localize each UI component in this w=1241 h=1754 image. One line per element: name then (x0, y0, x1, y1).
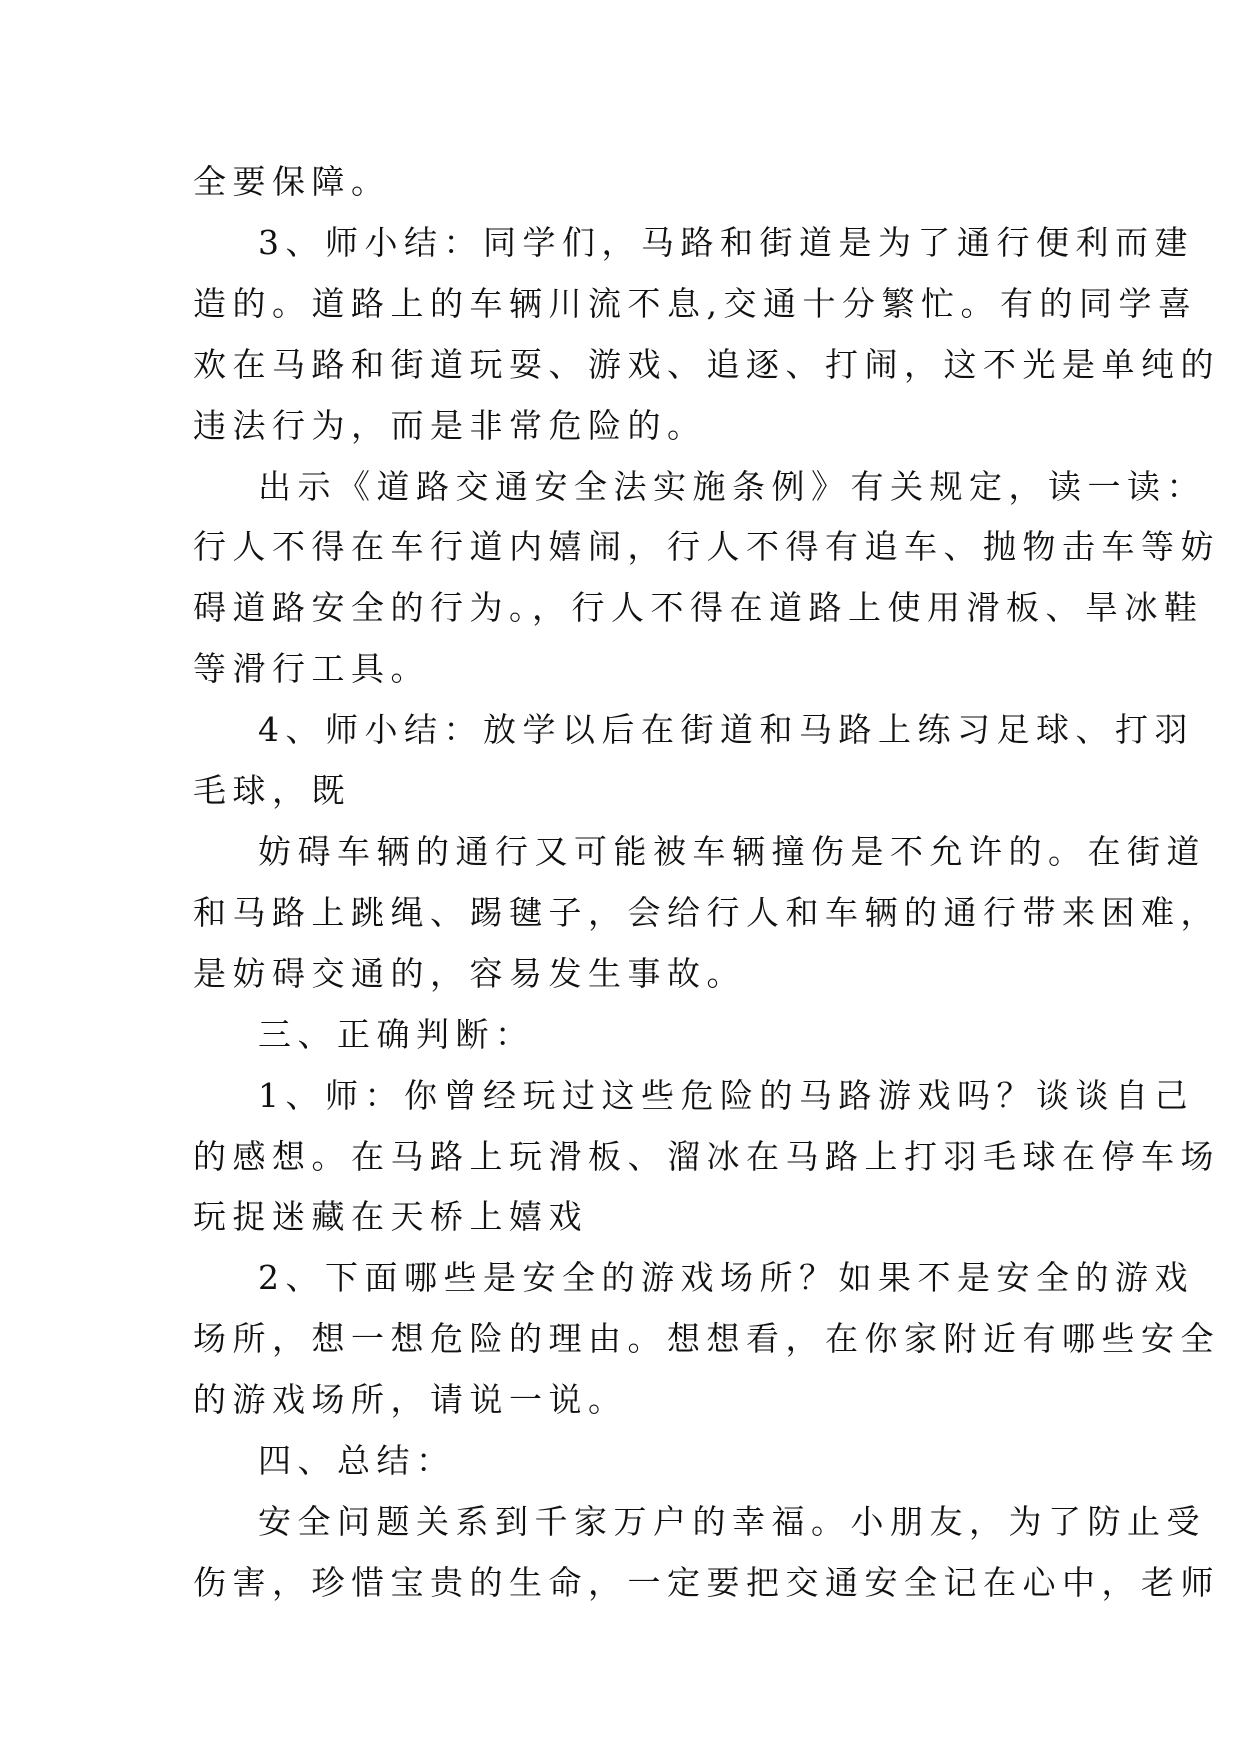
text-line: 安全问题关系到千家万户的幸福。小朋友，为了防止受 (258, 1502, 1206, 1541)
text-line: 碍道路安全的行为。，行人不得在道路上使用滑板、旱冰鞋 (193, 588, 1204, 627)
text-line: 的感想。在马路上玩滑板、溜冰在马路上打羽毛球在停车场 (193, 1137, 1220, 1176)
section-heading: 三、正确判断： (258, 1015, 535, 1054)
text-line: 玩捉迷藏在天桥上嬉戏 (193, 1197, 588, 1236)
text-line: 1、师：你曾经玩过这些危险的马路游戏吗？谈谈自己 (258, 1076, 1194, 1115)
text-line: 的游戏场所，请说一说。 (193, 1380, 628, 1419)
text-line: 出示《道路交通安全法实施条例》有关规定，读一读： (258, 467, 1206, 506)
text-line: 造的。道路上的车辆川流不息,交通十分繁忙。有的同学喜 (193, 284, 1198, 323)
text-line: 和马路上跳绳、踢毽子，会给行人和车辆的通行带来困难， (193, 893, 1220, 932)
text-line: 违法行为，而是非常危险的。 (193, 406, 707, 445)
text-line: 伤害，珍惜宝贵的生命，一定要把交通安全记在心中，老师 (193, 1563, 1220, 1602)
section-heading: 四、总结： (258, 1441, 456, 1480)
text-line: 等滑行工具。 (193, 649, 430, 688)
text-line: 欢在马路和街道玩耍、游戏、追逐、打闹，这不光是单纯的 (193, 345, 1220, 384)
text-line: 2、下面哪些是安全的游戏场所？如果不是安全的游戏 (258, 1258, 1194, 1297)
text-line: 毛球，既 (193, 771, 351, 810)
text-line: 是妨碍交通的，容易发生事故。 (193, 954, 746, 993)
text-line: 4、师小结：放学以后在街道和马路上练习足球、打羽 (258, 710, 1194, 749)
text-line: 妨碍车辆的通行又可能被车辆撞伤是不允许的。在街道 (258, 832, 1206, 871)
text-line: 行人不得在车行道内嬉闹，行人不得有追车、抛物击车等妨 (193, 527, 1220, 566)
text-line: 全要保障。 (193, 162, 391, 201)
text-line: 场所，想一想危险的理由。想想看，在你家附近有哪些安全 (193, 1319, 1220, 1358)
text-line: 3、师小结：同学们，马路和街道是为了通行便利而建 (258, 223, 1194, 262)
